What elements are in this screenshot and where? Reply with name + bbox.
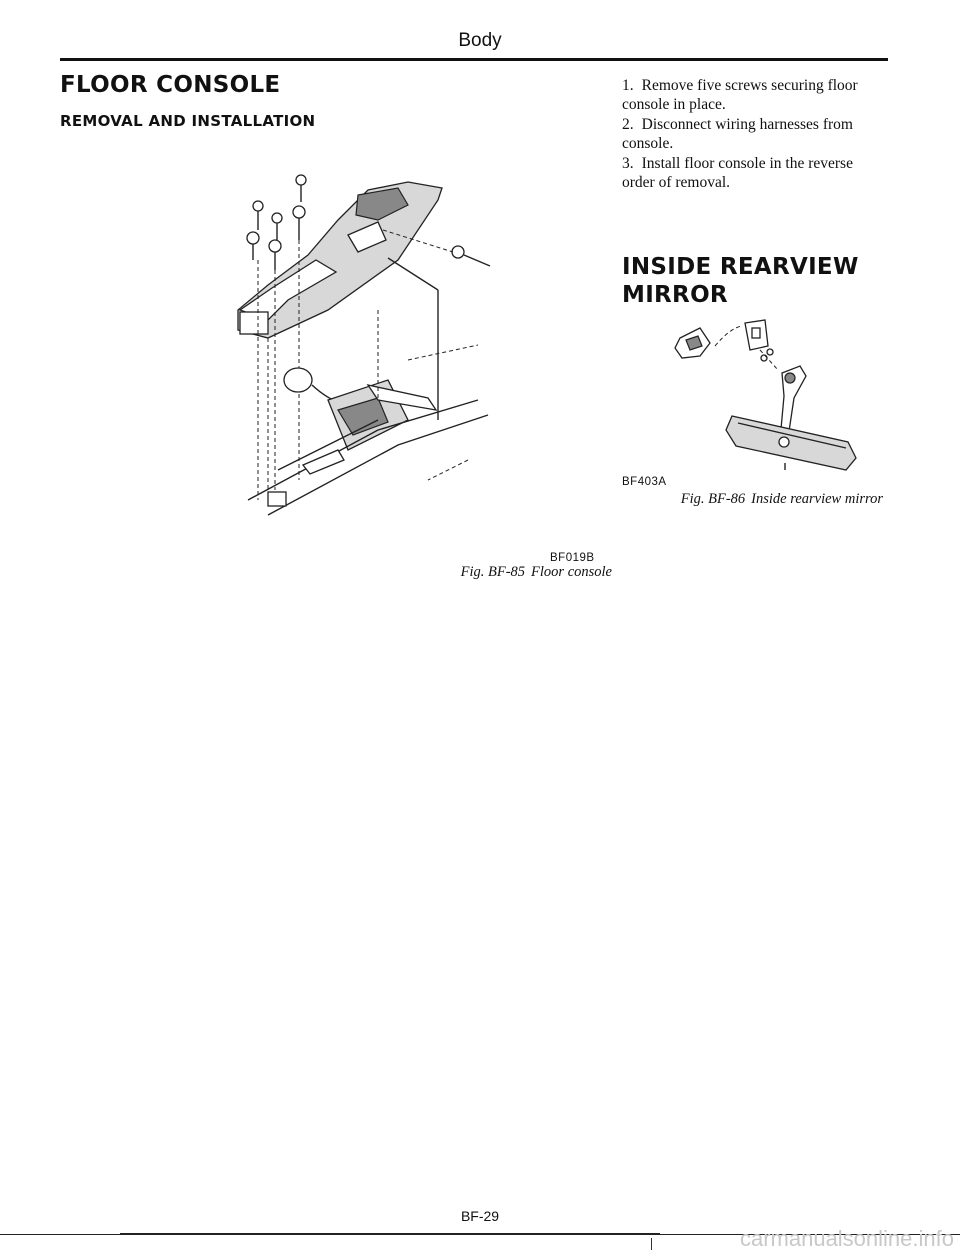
screw-icon	[247, 201, 263, 260]
watermark: carmanualsonline.info	[739, 1226, 954, 1251]
subsection-title-removal: REMOVAL AND INSTALLATION	[60, 112, 316, 130]
page-number: BF-29	[460, 1208, 500, 1224]
section-title-rearview-line1: INSIDE REARVIEW	[622, 254, 859, 280]
footer-tick	[651, 1238, 652, 1250]
figure-caption-text: Floor console	[531, 564, 612, 580]
screw-icon	[269, 213, 282, 270]
step-3	[622, 154, 884, 192]
figure-caption-bf85	[400, 564, 612, 581]
figure-label: Fig. BF-86	[680, 491, 746, 507]
section-title-floor-console: FLOOR CONSOLE	[60, 72, 281, 98]
step-number: 1.	[622, 77, 634, 94]
screw-icon	[293, 175, 306, 240]
floor-console-illustration	[228, 160, 508, 530]
screw-icon	[761, 349, 773, 361]
section-title-rearview-line2: MIRROR	[622, 282, 728, 308]
figure-caption-bf86	[640, 491, 883, 508]
rearview-mirror-illustration	[660, 318, 890, 478]
header-rule	[60, 58, 888, 61]
step-2	[622, 115, 884, 153]
step-1	[622, 76, 884, 114]
footer-rule-thick	[120, 1233, 660, 1235]
figure-code-bf019b: BF019B	[550, 552, 595, 564]
step-text: Install floor console in the reverse order of removal.	[622, 155, 853, 191]
step-number: 2.	[622, 116, 634, 133]
page-header-title: Body	[458, 30, 502, 51]
figure-label: Fig. BF-85	[460, 564, 526, 580]
step-number: 3.	[622, 155, 634, 172]
screw-icon	[452, 246, 490, 266]
figure-code-bf403a: BF403A	[622, 476, 667, 488]
figure-caption-text: Inside rearview mirror	[751, 491, 883, 507]
step-text: Disconnect wiring harnesses from console.	[622, 116, 853, 152]
step-text: Remove five screws securing floor console in place.	[622, 77, 858, 113]
